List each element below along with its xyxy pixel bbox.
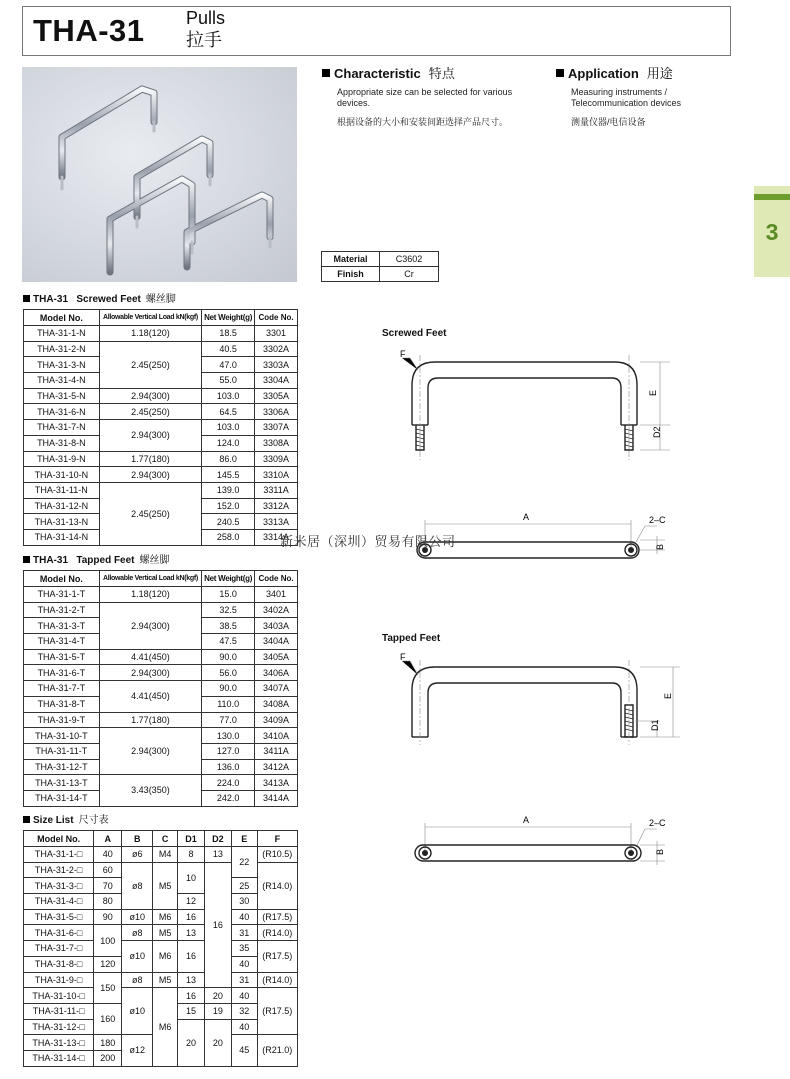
- characteristic-heading: [322, 66, 455, 82]
- product-model-title: THA-31: [33, 13, 145, 48]
- col-model: Model No.: [24, 831, 94, 847]
- code-cell: 3404A: [255, 634, 298, 650]
- f-cell: (R17.5): [257, 941, 297, 972]
- table-row: [24, 482, 298, 498]
- bullet-square-icon: [23, 556, 30, 563]
- table-row: [24, 587, 298, 603]
- weight-cell: 242.0: [202, 790, 255, 806]
- label-a: A: [523, 815, 530, 825]
- a-cell: 180: [94, 1035, 122, 1051]
- model-cell: THA-31-10-□: [24, 988, 94, 1004]
- col-weight: Net Weight(g): [202, 310, 255, 326]
- e-cell: 45: [231, 1035, 257, 1066]
- load-cell: 1.77(180): [99, 712, 202, 728]
- weight-cell: 145.5: [202, 467, 255, 483]
- code-cell: 3312A: [255, 498, 298, 514]
- f-cell: (R14.0): [257, 925, 297, 941]
- model-cell: THA-31-9-□: [24, 972, 94, 988]
- d2-cell: 20: [204, 1019, 231, 1066]
- f-cell: (R17.5): [257, 909, 297, 925]
- weight-cell: 136.0: [202, 759, 255, 775]
- a-cell: 90: [94, 909, 122, 925]
- table-row: [24, 388, 298, 404]
- table-row: [24, 988, 298, 1004]
- load-cell: 2.94(300): [99, 665, 202, 681]
- table-row: [24, 728, 298, 744]
- col-f: F: [257, 831, 297, 847]
- model-cell: THA-31-6-T: [24, 665, 100, 681]
- weight-cell: 90.0: [202, 649, 255, 665]
- table-row: [24, 467, 298, 483]
- model-cell: THA-31-13-□: [24, 1035, 94, 1051]
- col-load: Allowable Vertical Load kN(kgf): [99, 310, 202, 326]
- model-cell: THA-31-13-T: [24, 775, 100, 791]
- col-model: Model No.: [24, 310, 100, 326]
- code-cell: 3313A: [255, 514, 298, 530]
- code-cell: 3311A: [255, 482, 298, 498]
- table-row: [24, 341, 298, 357]
- model-cell: THA-31-11-□: [24, 1003, 94, 1019]
- code-cell: 3407A: [255, 681, 298, 697]
- code-cell: 3405A: [255, 649, 298, 665]
- table-row: [24, 862, 298, 878]
- table-row: [24, 775, 298, 791]
- table-row: [24, 941, 298, 957]
- size-list-caption: [23, 815, 109, 827]
- model-cell: THA-31-5-T: [24, 649, 100, 665]
- e-cell: 25: [231, 878, 257, 894]
- e-cell: 35: [231, 941, 257, 957]
- col-load: Allowable Vertical Load kN(kgf): [99, 571, 202, 587]
- c-cell: M5: [153, 862, 178, 909]
- application-text-en: Measuring instruments / Telecommunication devices: [571, 87, 682, 108]
- col-a: A: [94, 831, 122, 847]
- e-cell: 40: [231, 1019, 257, 1035]
- e-cell: 31: [231, 972, 257, 988]
- b-cell: ø8: [122, 925, 153, 941]
- load-cell: 3.43(350): [99, 775, 202, 806]
- label-b: B: [655, 543, 665, 550]
- table-row: [24, 972, 298, 988]
- weight-cell: 124.0: [202, 435, 255, 451]
- a-cell: 40: [94, 847, 122, 863]
- f-cell: (R10.5): [257, 847, 297, 863]
- model-cell: THA-31-8-□: [24, 956, 94, 972]
- weight-cell: 15.0: [202, 587, 255, 603]
- screwed-feet-front-view: [390, 340, 690, 465]
- col-b: B: [122, 831, 153, 847]
- col-weight: Net Weight(g): [202, 571, 255, 587]
- label-e: E: [663, 692, 673, 699]
- col-c: C: [153, 831, 178, 847]
- weight-cell: 127.0: [202, 743, 255, 759]
- label-f: F: [400, 652, 406, 662]
- code-cell: 3408A: [255, 696, 298, 712]
- characteristic-text-en: Appropriate size can be selected for various devices.: [337, 87, 513, 108]
- a-cell: 200: [94, 1050, 122, 1066]
- d2-cell: 13: [204, 847, 231, 863]
- tapped-caption-cn: 螺丝脚: [139, 555, 170, 566]
- b-cell: ø10: [122, 941, 153, 972]
- code-cell: 3403A: [255, 618, 298, 634]
- e-cell: 40: [231, 909, 257, 925]
- table-row: [322, 267, 439, 282]
- weight-cell: 103.0: [202, 388, 255, 404]
- code-cell: 3402A: [255, 602, 298, 618]
- weight-cell: 139.0: [202, 482, 255, 498]
- model-cell: THA-31-3-N: [24, 357, 100, 373]
- f-cell: (R14.0): [257, 972, 297, 988]
- b-cell: ø8: [122, 862, 153, 909]
- model-cell: THA-31-3-□: [24, 878, 94, 894]
- a-cell: 160: [94, 1003, 122, 1034]
- size-list-table: [23, 830, 298, 1067]
- b-cell: ø6: [122, 847, 153, 863]
- characteristic-title-cn: 特点: [428, 66, 455, 81]
- product-name-en: Pulls: [186, 8, 226, 28]
- model-cell: THA-31-5-□: [24, 909, 94, 925]
- code-cell: 3307A: [255, 420, 298, 436]
- a-cell: 120: [94, 956, 122, 972]
- e-cell: 40: [231, 988, 257, 1004]
- model-cell: THA-31-1-N: [24, 326, 100, 342]
- weight-cell: 224.0: [202, 775, 255, 791]
- load-cell: 2.94(300): [99, 728, 202, 775]
- label-b: B: [655, 848, 665, 855]
- d1-cell: 13: [178, 925, 205, 941]
- d2-cell: 16: [204, 862, 231, 988]
- table-row: [24, 847, 298, 863]
- model-cell: THA-31-1-T: [24, 587, 100, 603]
- weight-cell: 18.5: [202, 326, 255, 342]
- weight-cell: 47.5: [202, 634, 255, 650]
- b-cell: ø10: [122, 988, 153, 1035]
- table-row: [24, 665, 298, 681]
- application-title-cn: 用途: [646, 66, 673, 81]
- product-photo: [22, 67, 297, 282]
- model-cell: THA-31-5-N: [24, 388, 100, 404]
- c-cell: M6: [153, 909, 178, 925]
- col-code: Code No.: [255, 310, 298, 326]
- tapped-feet-bottom-view: [405, 815, 690, 870]
- b-cell: ø12: [122, 1035, 153, 1066]
- code-cell: 3406A: [255, 665, 298, 681]
- load-cell: 4.41(450): [99, 649, 202, 665]
- bullet-square-icon: [23, 295, 30, 302]
- characteristic-title: Characteristic: [334, 66, 421, 81]
- table-row: [24, 712, 298, 728]
- model-cell: THA-31-6-N: [24, 404, 100, 420]
- c-cell: M6: [153, 988, 178, 1066]
- label-f: F: [400, 349, 406, 359]
- d2-cell: 19: [204, 1003, 231, 1019]
- a-cell: 100: [94, 925, 122, 956]
- f-cell: (R17.5): [257, 988, 297, 1035]
- code-cell: 3401: [255, 587, 298, 603]
- weight-cell: 55.0: [202, 373, 255, 389]
- col-e: E: [231, 831, 257, 847]
- d1-cell: 15: [178, 1003, 205, 1019]
- a-cell: 70: [94, 878, 122, 894]
- weight-cell: 130.0: [202, 728, 255, 744]
- col-model: Model No.: [24, 571, 100, 587]
- material-value: C3602: [380, 252, 439, 267]
- table-row: [24, 909, 298, 925]
- screwed-caption-model: THA-31: [33, 294, 69, 305]
- col-code: Code No.: [255, 571, 298, 587]
- table-row: [24, 602, 298, 618]
- a-cell: 150: [94, 972, 122, 1003]
- weight-cell: 152.0: [202, 498, 255, 514]
- model-cell: THA-31-14-T: [24, 790, 100, 806]
- load-cell: 2.45(250): [99, 482, 202, 545]
- model-cell: THA-31-1-□: [24, 847, 94, 863]
- d1-cell: 13: [178, 972, 205, 988]
- model-cell: THA-31-3-T: [24, 618, 100, 634]
- d1-cell: 12: [178, 894, 205, 910]
- a-cell: 80: [94, 894, 122, 910]
- application-text-cn: 测量仪器/电信设备: [571, 117, 646, 127]
- label-e: E: [648, 389, 658, 396]
- table-header-row: [24, 831, 298, 847]
- weight-cell: 103.0: [202, 420, 255, 436]
- table-row: [24, 925, 298, 941]
- model-cell: THA-31-11-N: [24, 482, 100, 498]
- d2-cell: 20: [204, 988, 231, 1004]
- e-cell: 31: [231, 925, 257, 941]
- product-name-cn: 拉手: [186, 30, 222, 50]
- bullet-square-icon: [322, 69, 330, 77]
- tapped-feet-front-view: [390, 645, 690, 760]
- model-cell: THA-31-8-N: [24, 435, 100, 451]
- model-cell: THA-31-9-N: [24, 451, 100, 467]
- label-d2: D2: [652, 426, 662, 438]
- size-list-title-cn: 尺寸表: [78, 815, 109, 826]
- code-cell: 3302A: [255, 341, 298, 357]
- model-cell: THA-31-14-□: [24, 1050, 94, 1066]
- weight-cell: 38.5: [202, 618, 255, 634]
- e-cell: 40: [231, 956, 257, 972]
- table-header-row: [24, 571, 298, 587]
- load-cell: 2.45(250): [99, 404, 202, 420]
- f-cell: (R21.0): [257, 1035, 297, 1066]
- weight-cell: 90.0: [202, 681, 255, 697]
- model-cell: THA-31-9-T: [24, 712, 100, 728]
- model-cell: THA-31-7-N: [24, 420, 100, 436]
- tapped-feet-table: [23, 570, 298, 807]
- model-cell: THA-31-4-□: [24, 894, 94, 910]
- d1-cell: 20: [178, 1019, 205, 1066]
- code-cell: 3314A: [255, 529, 298, 545]
- finish-label: Finish: [322, 267, 380, 282]
- code-cell: 3409A: [255, 712, 298, 728]
- screwed-caption-sub: Screwed Feet: [76, 294, 141, 305]
- material-table: [321, 251, 439, 282]
- material-label: Material: [322, 252, 380, 267]
- load-cell: 1.18(120): [99, 326, 202, 342]
- weight-cell: 64.5: [202, 404, 255, 420]
- tapped-caption-sub: Tapped Feet: [76, 555, 135, 566]
- weight-cell: 56.0: [202, 665, 255, 681]
- model-cell: THA-31-13-N: [24, 514, 100, 530]
- table-row: [24, 404, 298, 420]
- code-cell: 3303A: [255, 357, 298, 373]
- table-row: [24, 326, 298, 342]
- load-cell: 2.94(300): [99, 602, 202, 649]
- load-cell: 2.94(300): [99, 388, 202, 404]
- tapped-caption-model: THA-31: [33, 555, 69, 566]
- model-cell: THA-31-10-T: [24, 728, 100, 744]
- bullet-square-icon: [556, 69, 564, 77]
- code-cell: 3304A: [255, 373, 298, 389]
- label-a: A: [523, 512, 530, 522]
- model-cell: THA-31-2-N: [24, 341, 100, 357]
- weight-cell: 86.0: [202, 451, 255, 467]
- screwed-caption-cn: 螺丝脚: [145, 294, 176, 305]
- model-cell: THA-31-12-N: [24, 498, 100, 514]
- d1-cell: 10: [178, 862, 205, 893]
- d1-cell: 16: [178, 909, 205, 925]
- tapped-table-caption: [23, 555, 170, 567]
- model-cell: THA-31-4-T: [24, 634, 100, 650]
- screwed-table-caption: [23, 294, 176, 306]
- label-c: 2–C: [649, 818, 666, 828]
- weight-cell: 258.0: [202, 529, 255, 545]
- weight-cell: 47.0: [202, 357, 255, 373]
- load-cell: 1.18(120): [99, 587, 202, 603]
- load-cell: 2.94(300): [99, 420, 202, 451]
- model-cell: THA-31-10-N: [24, 467, 100, 483]
- finish-value: Cr: [380, 267, 439, 282]
- c-cell: M4: [153, 847, 178, 863]
- c-cell: M6: [153, 941, 178, 972]
- b-cell: ø8: [122, 972, 153, 988]
- code-cell: 3413A: [255, 775, 298, 791]
- table-row: [24, 420, 298, 436]
- characteristic-text-cn: 根据设备的大小和安装间距选择产品尺寸。: [337, 117, 509, 127]
- code-cell: 3306A: [255, 404, 298, 420]
- e-cell: 22: [231, 847, 257, 878]
- model-cell: THA-31-7-T: [24, 681, 100, 697]
- application-title: Application: [568, 66, 639, 81]
- d1-cell: 16: [178, 988, 205, 1004]
- weight-cell: 40.5: [202, 341, 255, 357]
- weight-cell: 32.5: [202, 602, 255, 618]
- code-cell: 3308A: [255, 435, 298, 451]
- load-cell: 2.94(300): [99, 467, 202, 483]
- weight-cell: 77.0: [202, 712, 255, 728]
- screwed-feet-diagram-title: Screwed Feet: [382, 328, 447, 339]
- model-cell: THA-31-7-□: [24, 941, 94, 957]
- a-cell: 60: [94, 862, 122, 878]
- model-cell: THA-31-4-N: [24, 373, 100, 389]
- chapter-number: 3: [765, 219, 779, 245]
- size-list-title: Size List: [33, 815, 74, 826]
- d1-cell: 8: [178, 847, 205, 863]
- model-cell: THA-31-14-N: [24, 529, 100, 545]
- header-box: [22, 6, 731, 56]
- code-cell: 3411A: [255, 743, 298, 759]
- load-cell: 4.41(450): [99, 681, 202, 712]
- model-cell: THA-31-12-□: [24, 1019, 94, 1035]
- code-cell: 3301: [255, 326, 298, 342]
- tapped-feet-diagram-title: Tapped Feet: [382, 633, 441, 644]
- c-cell: M5: [153, 972, 178, 988]
- load-cell: 1.77(180): [99, 451, 202, 467]
- code-cell: 3414A: [255, 790, 298, 806]
- model-cell: THA-31-2-□: [24, 862, 94, 878]
- table-row: [24, 451, 298, 467]
- code-cell: 3412A: [255, 759, 298, 775]
- code-cell: 3309A: [255, 451, 298, 467]
- table-row: [24, 649, 298, 665]
- application-heading: [556, 66, 673, 82]
- d1-cell: 16: [178, 941, 205, 972]
- model-cell: THA-31-6-□: [24, 925, 94, 941]
- model-cell: THA-31-2-T: [24, 602, 100, 618]
- code-cell: 3410A: [255, 728, 298, 744]
- table-header-row: [24, 310, 298, 326]
- label-c: 2–C: [649, 515, 666, 525]
- table-row: [322, 252, 439, 267]
- f-cell: (R14.0): [257, 862, 297, 909]
- code-cell: 3310A: [255, 467, 298, 483]
- load-cell: 2.45(250): [99, 341, 202, 388]
- watermark-text: 新米居（深圳）贸易有限公司: [280, 534, 456, 549]
- chapter-tab-bar: [754, 194, 790, 200]
- b-cell: ø10: [122, 909, 153, 925]
- model-cell: THA-31-11-T: [24, 743, 100, 759]
- weight-cell: 110.0: [202, 696, 255, 712]
- e-cell: 32: [231, 1003, 257, 1019]
- weight-cell: 240.5: [202, 514, 255, 530]
- label-d1: D1: [650, 719, 660, 731]
- bullet-square-icon: [23, 816, 30, 823]
- model-cell: THA-31-8-T: [24, 696, 100, 712]
- col-d1: D1: [178, 831, 205, 847]
- chapter-tab: [754, 186, 790, 277]
- model-cell: THA-31-12-T: [24, 759, 100, 775]
- col-d2: D2: [204, 831, 231, 847]
- c-cell: M5: [153, 925, 178, 941]
- table-row: [24, 681, 298, 697]
- e-cell: 30: [231, 894, 257, 910]
- code-cell: 3305A: [255, 388, 298, 404]
- screwed-feet-table: [23, 309, 298, 546]
